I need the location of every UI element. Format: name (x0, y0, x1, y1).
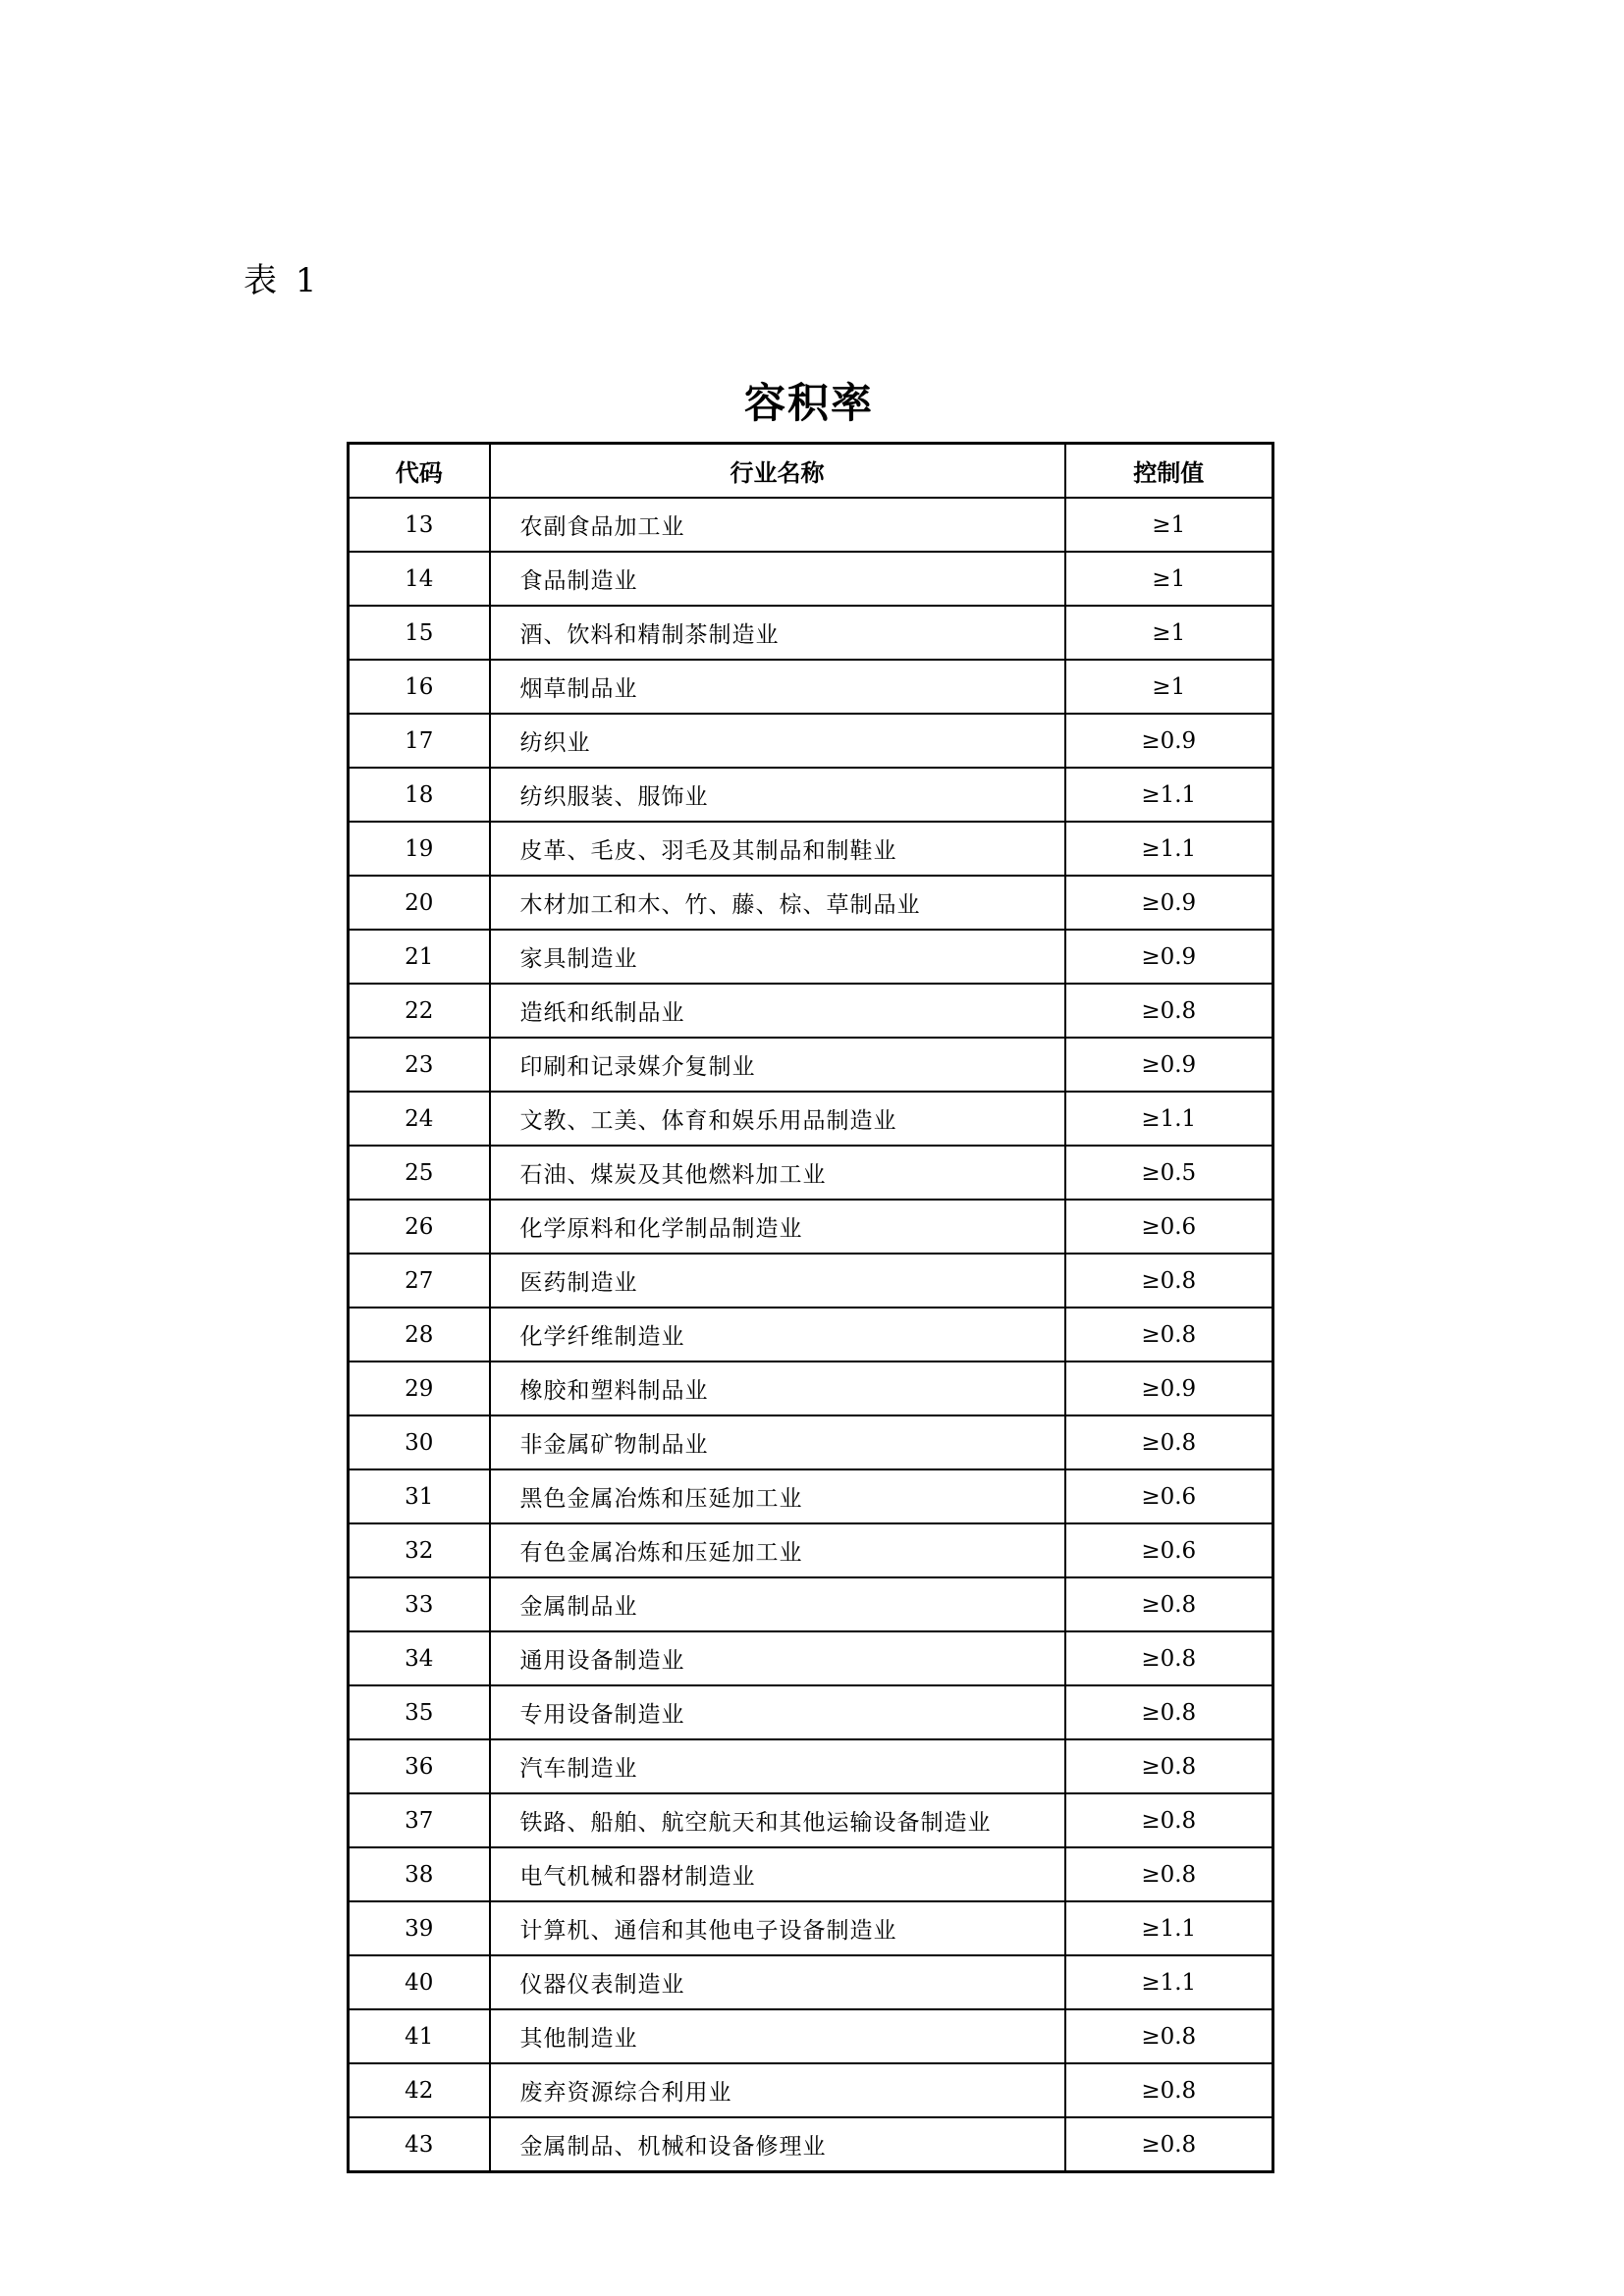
code-cell: 30 (349, 1415, 490, 1469)
code-cell: 20 (349, 876, 490, 930)
industry-name-cell: 文教、工美、体育和娱乐用品制造业 (490, 1092, 1065, 1146)
table-row (349, 498, 1273, 552)
industry-name-cell: 食品制造业 (490, 552, 1065, 606)
code-cell: 26 (349, 1200, 490, 1254)
table-row (349, 876, 1273, 930)
code-cell: 19 (349, 822, 490, 876)
code-cell: 42 (349, 2063, 490, 2117)
table-row (349, 1092, 1273, 1146)
code-cell: 41 (349, 2009, 490, 2063)
control-value-cell: ≥0.6 (1065, 1469, 1273, 1523)
code-cell: 29 (349, 1362, 490, 1415)
code-cell: 35 (349, 1685, 490, 1739)
code-cell: 13 (349, 498, 490, 552)
code-cell: 31 (349, 1469, 490, 1523)
header-control-value: 控制值 (1065, 444, 1273, 499)
code-cell: 43 (349, 2117, 490, 2172)
table-row (349, 1469, 1273, 1523)
table-row (349, 714, 1273, 768)
control-value-cell: ≥0.8 (1065, 2009, 1273, 2063)
control-value-cell: ≥0.8 (1065, 1308, 1273, 1362)
table-row (349, 1038, 1273, 1092)
code-cell: 16 (349, 660, 490, 714)
table-row (349, 2117, 1273, 2172)
control-value-cell: ≥1.1 (1065, 768, 1273, 822)
table-row (349, 606, 1273, 660)
industry-name-cell: 通用设备制造业 (490, 1631, 1065, 1685)
code-cell: 37 (349, 1793, 490, 1847)
industry-name-cell: 黑色金属冶炼和压延加工业 (490, 1469, 1065, 1523)
code-cell: 24 (349, 1092, 490, 1146)
code-cell: 25 (349, 1146, 490, 1200)
control-value-cell: ≥0.9 (1065, 714, 1273, 768)
code-cell: 22 (349, 984, 490, 1038)
industry-name-cell: 专用设备制造业 (490, 1685, 1065, 1739)
industry-name-cell: 木材加工和木、竹、藤、棕、草制品业 (490, 876, 1065, 930)
industry-name-cell: 化学原料和化学制品制造业 (490, 1200, 1065, 1254)
control-value-cell: ≥0.5 (1065, 1146, 1273, 1200)
industry-name-cell: 铁路、船舶、航空航天和其他运输设备制造业 (490, 1793, 1065, 1847)
industry-name-cell: 有色金属冶炼和压延加工业 (490, 1523, 1065, 1577)
code-cell: 14 (349, 552, 490, 606)
code-cell: 34 (349, 1631, 490, 1685)
industry-name-cell: 金属制品、机械和设备修理业 (490, 2117, 1065, 2172)
control-value-cell: ≥0.8 (1065, 984, 1273, 1038)
table-row (349, 552, 1273, 606)
table-header-row (349, 444, 1273, 499)
code-cell: 32 (349, 1523, 490, 1577)
industry-name-cell: 医药制造业 (490, 1254, 1065, 1308)
table-row (349, 1847, 1273, 1901)
industry-name-cell: 化学纤维制造业 (490, 1308, 1065, 1362)
industry-name-cell: 橡胶和塑料制品业 (490, 1362, 1065, 1415)
industry-name-cell: 电气机械和器材制造业 (490, 1847, 1065, 1901)
table-row (349, 1577, 1273, 1631)
code-cell: 33 (349, 1577, 490, 1631)
table-row (349, 1200, 1273, 1254)
industry-name-cell: 金属制品业 (490, 1577, 1065, 1631)
code-cell: 21 (349, 930, 490, 984)
control-value-cell: ≥1 (1065, 606, 1273, 660)
table-row (349, 930, 1273, 984)
code-cell: 28 (349, 1308, 490, 1362)
code-cell: 23 (349, 1038, 490, 1092)
table-row (349, 1631, 1273, 1685)
table-row (349, 1685, 1273, 1739)
control-value-cell: ≥1.1 (1065, 1092, 1273, 1146)
industry-table-body (349, 498, 1273, 2172)
code-cell: 36 (349, 1739, 490, 1793)
table-row (349, 1523, 1273, 1577)
control-value-cell: ≥0.8 (1065, 1577, 1273, 1631)
control-value-cell: ≥0.8 (1065, 1739, 1273, 1793)
control-value-cell: ≥0.8 (1065, 1631, 1273, 1685)
control-value-cell: ≥0.8 (1065, 2063, 1273, 2117)
table-row (349, 1415, 1273, 1469)
industry-name-cell: 汽车制造业 (490, 1739, 1065, 1793)
industry-name-cell: 非金属矿物制品业 (490, 1415, 1065, 1469)
industry-name-cell: 家具制造业 (490, 930, 1065, 984)
control-value-cell: ≥1.1 (1065, 822, 1273, 876)
control-value-cell: ≥0.9 (1065, 1038, 1273, 1092)
industry-name-cell: 计算机、通信和其他电子设备制造业 (490, 1901, 1065, 1955)
table-row (349, 660, 1273, 714)
control-value-cell: ≥0.6 (1065, 1200, 1273, 1254)
industry-name-cell: 仪器仪表制造业 (490, 1955, 1065, 2009)
industry-name-cell: 石油、煤炭及其他燃料加工业 (490, 1146, 1065, 1200)
table-row (349, 1901, 1273, 1955)
table-row (349, 1793, 1273, 1847)
code-cell: 27 (349, 1254, 490, 1308)
control-value-cell: ≥0.8 (1065, 1685, 1273, 1739)
table-number-label: 表 1 (244, 261, 321, 300)
table-row (349, 1254, 1273, 1308)
industry-name-cell: 废弃资源综合利用业 (490, 2063, 1065, 2117)
table-row (349, 1146, 1273, 1200)
control-value-cell: ≥0.8 (1065, 2117, 1273, 2172)
table-row (349, 2063, 1273, 2117)
industry-table (347, 442, 1274, 2173)
code-cell: 15 (349, 606, 490, 660)
control-value-cell: ≥1 (1065, 660, 1273, 714)
industry-name-cell: 其他制造业 (490, 2009, 1065, 2063)
page-title: 容积率 (743, 379, 874, 427)
code-cell: 17 (349, 714, 490, 768)
table-row (349, 1739, 1273, 1793)
table-row (349, 1362, 1273, 1415)
code-cell: 40 (349, 1955, 490, 2009)
industry-name-cell: 造纸和纸制品业 (490, 984, 1065, 1038)
industry-name-cell: 印刷和记录媒介复制业 (490, 1038, 1065, 1092)
control-value-cell: ≥0.8 (1065, 1254, 1273, 1308)
header-code: 代码 (349, 444, 490, 499)
table-row (349, 768, 1273, 822)
code-cell: 39 (349, 1901, 490, 1955)
industry-name-cell: 农副食品加工业 (490, 498, 1065, 552)
industry-name-cell: 酒、饮料和精制茶制造业 (490, 606, 1065, 660)
industry-name-cell: 纺织业 (490, 714, 1065, 768)
control-value-cell: ≥0.9 (1065, 876, 1273, 930)
table-row (349, 984, 1273, 1038)
code-cell: 18 (349, 768, 490, 822)
control-value-cell: ≥0.9 (1065, 1362, 1273, 1415)
control-value-cell: ≥0.8 (1065, 1415, 1273, 1469)
industry-name-cell: 纺织服装、服饰业 (490, 768, 1065, 822)
control-value-cell: ≥1.1 (1065, 1955, 1273, 2009)
control-value-cell: ≥0.9 (1065, 930, 1273, 984)
header-industry-name: 行业名称 (490, 444, 1065, 499)
code-cell: 38 (349, 1847, 490, 1901)
table-row (349, 2009, 1273, 2063)
control-value-cell: ≥1 (1065, 552, 1273, 606)
table-row (349, 1955, 1273, 2009)
control-value-cell: ≥0.6 (1065, 1523, 1273, 1577)
control-value-cell: ≥1 (1065, 498, 1273, 552)
control-value-cell: ≥0.8 (1065, 1793, 1273, 1847)
industry-name-cell: 皮革、毛皮、羽毛及其制品和制鞋业 (490, 822, 1065, 876)
table-row (349, 1308, 1273, 1362)
industry-name-cell: 烟草制品业 (490, 660, 1065, 714)
table-row (349, 822, 1273, 876)
control-value-cell: ≥0.8 (1065, 1847, 1273, 1901)
control-value-cell: ≥1.1 (1065, 1901, 1273, 1955)
